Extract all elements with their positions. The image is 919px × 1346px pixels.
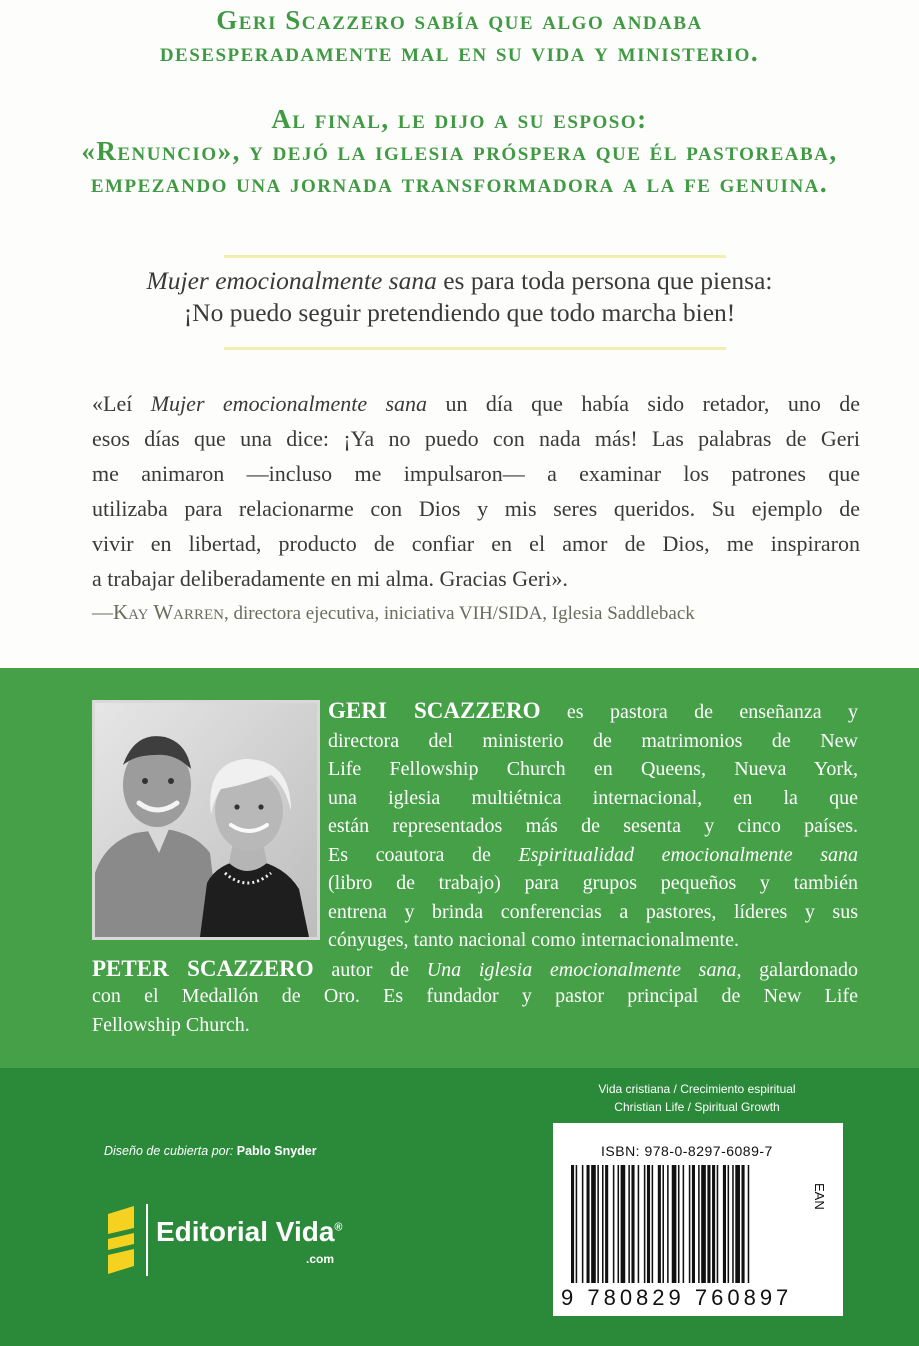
tagline-text: es para toda persona que piensa: <box>436 266 773 295</box>
quote-author-role: , directora ejecutiva, iniciativa VIH/SIDA, Iglesia Saddleback <box>223 603 695 624</box>
author-photo-illustration <box>95 703 317 937</box>
author-name-peter: PETER SCAZZERO <box>92 956 314 981</box>
endorsement-quote <box>92 386 860 596</box>
divider <box>224 255 726 258</box>
barcode-bar <box>571 1165 574 1283</box>
barcode-bar <box>728 1165 730 1283</box>
barcode-bar <box>683 1165 685 1283</box>
barcode-bar <box>712 1165 715 1283</box>
isbn-number: ISBN: 978-0-8297-6089-7 <box>601 1143 773 1159</box>
barcode-bar <box>701 1165 706 1283</box>
quote-line: esos días que una dice: ¡Ya no puedo con nada más! Las palabras de Geri <box>92 426 860 451</box>
author-bio-section <box>0 668 919 1068</box>
headline-line: Geri Scazzero sabía que algo andaba <box>216 5 703 35</box>
barcode-digits: 9 780829 760897 <box>561 1285 793 1310</box>
quote-line: utilizaba para relacionarme con Dios y mis seres queridos. Su ejemplo de <box>92 496 860 521</box>
headline-line: empezando una jornada transformadora a la fe genuina. <box>90 168 829 198</box>
tagline <box>0 265 919 329</box>
bio-line: Life Fellowship Church en Queens, Nueva York, <box>328 758 858 780</box>
barcode-bar <box>667 1165 669 1283</box>
barcode-bar <box>672 1165 677 1283</box>
barcode-bar <box>647 1165 650 1283</box>
barcode-bar <box>582 1165 584 1283</box>
barcode-bar <box>628 1165 630 1283</box>
barcode-bar <box>698 1165 700 1283</box>
quote-line: a trabajar deliberadamente en mi alma. Gracias Geri». <box>92 566 568 591</box>
tagline-text: ¡No puedo seguir pretendiendo que todo marcha bien! <box>183 298 736 327</box>
publisher-domain: .com <box>306 1252 335 1266</box>
barcode-bar <box>732 1165 734 1283</box>
barcode-bar <box>576 1165 578 1283</box>
barcode-bar <box>591 1165 596 1283</box>
barcode-bar <box>717 1165 719 1283</box>
barcode-bar <box>742 1165 745 1283</box>
headline-line: Al final, le dijo a su esposo: <box>271 104 648 134</box>
bio-line: Fellowship Church. <box>92 1014 250 1036</box>
bio-line: GERI SCAZZERO es pastora de enseñanza y <box>328 698 858 723</box>
barcode-bar <box>658 1165 661 1283</box>
barcode-bar <box>689 1165 691 1283</box>
headline-block-2 <box>0 103 919 199</box>
publisher-logo <box>108 1202 378 1278</box>
logo-divider <box>146 1204 148 1276</box>
bio-line: con el Medallón de Oro. Es fundador y pastor principal de New Life <box>92 985 858 1007</box>
barcode-bar <box>723 1165 726 1283</box>
bio-line: una iglesia multiétnica internacional, en la que <box>328 787 858 809</box>
barcode-bar <box>678 1165 680 1283</box>
barcode-bar <box>597 1165 599 1283</box>
ean-label: EAN <box>812 1183 827 1210</box>
bio-line: Es coautora de Espiritualidad emocionalmente sana <box>328 844 858 866</box>
quote-attribution <box>92 600 695 625</box>
back-cover-top <box>0 0 919 668</box>
barcode-bar <box>692 1165 695 1283</box>
back-cover-footer <box>0 1068 919 1346</box>
cover-designer-credit: Diseño de cubierta por: Pablo Snyder <box>104 1144 317 1158</box>
bio-line: (libro de trabajo) para grupos pequeños y también <box>328 872 858 894</box>
headline-line: «Renuncio», y dejó la iglesia próspera que él pastoreaba, <box>81 136 838 166</box>
barcode-bar <box>707 1165 710 1283</box>
barcode-bar <box>605 1165 608 1283</box>
barcode-bar <box>587 1165 590 1283</box>
barcode-bar <box>652 1165 654 1283</box>
bio-line: PETER SCAZZERO autor de Una iglesia emocionalmente sana, galardonado <box>92 956 858 981</box>
isbn-barcode <box>553 1123 843 1316</box>
bio-line: entrena y brinda conferencias a pastores, líderes y sus <box>328 901 858 923</box>
barcode-bar <box>621 1165 626 1283</box>
barcode-bar <box>602 1165 604 1283</box>
barcode-bar <box>613 1165 615 1283</box>
quote-line: vivir en libertad, producto de confiar en el amor de Dios, me inspiraron <box>92 531 860 556</box>
category-spanish: Vida cristiana / Crecimiento espiritual <box>598 1082 796 1096</box>
headline-line: desesperadamente mal en su vida y ministerio. <box>159 37 760 67</box>
barcode-bar <box>638 1165 640 1283</box>
barcode-bars <box>571 1165 803 1283</box>
category-english: Christian Life / Spiritual Growth <box>614 1100 780 1114</box>
barcode-bar <box>618 1165 620 1283</box>
bio-line: cónyuges, tanto nacional como internacionalmente. <box>328 929 739 951</box>
headline-block-1 <box>0 4 919 68</box>
barcode-bar <box>748 1165 750 1283</box>
quote-line: «Leí Mujer emocionalmente sana un día que había sido retador, uno de <box>92 391 860 416</box>
barcode-bar <box>662 1165 664 1283</box>
quote-author: —Kay Warren <box>92 600 224 624</box>
publisher-mark-icon <box>108 1206 134 1274</box>
author-name-geri: GERI SCAZZERO <box>328 698 541 723</box>
book-title: Mujer emocionalmente sana <box>146 266 437 295</box>
divider <box>224 347 726 350</box>
publisher-name: Editorial Vida® <box>156 1216 343 1247</box>
barcode-bar <box>631 1165 634 1283</box>
bio-line: directora del ministerio de matrimonios de New <box>328 730 858 752</box>
author-photo <box>92 700 320 940</box>
quote-line: me animaron —incluso me impulsaron— a examinar los patrones que <box>92 461 860 486</box>
barcode-bar <box>735 1165 740 1283</box>
bio-line: están representados más de sesenta y cinco países. <box>328 815 858 837</box>
barcode-bar <box>644 1165 646 1283</box>
